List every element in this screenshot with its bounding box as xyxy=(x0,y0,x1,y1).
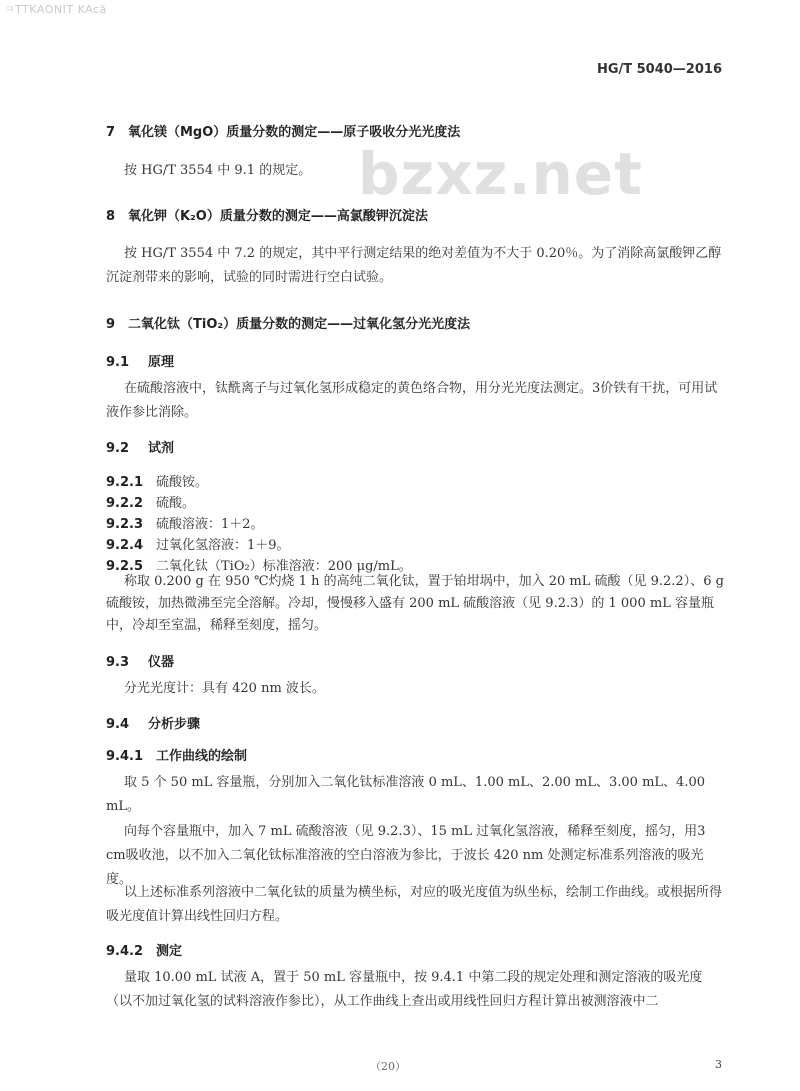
section-number: 9.1 xyxy=(106,355,130,370)
calibration-paragraph-1: 取 5 个 50 mL 容量瓶，分别加入二氧化钛标准溶液 0 mL、1.00 mL、2.00 mL、3.00 mL、4.00 mL。 xyxy=(106,775,705,814)
item-text: 硫酸。 xyxy=(156,496,196,511)
reagent-preparation: 称取 0.200 g 在 950 ℃灼烧 1 h 的高纯二氧化钛，置于铂坩埚中，加入 20 mL 硫酸（见 9.2.2）、6 g 硫酸铵，加热微沸至完全溶解。冷却，慢慢移入盛有 200 mL 硫酸溶液（见 9.2.3）的 1 000 mL 容量瓶中，冷却至室温，稀释至刻度，摇匀。 xyxy=(106,574,724,633)
item-number: 9.2.2 xyxy=(106,496,144,511)
page-number: 3 xyxy=(715,1058,722,1071)
section-title: 测定 xyxy=(156,944,183,959)
section-8-heading xyxy=(106,205,428,224)
section-number: 9.4.2 xyxy=(106,944,144,959)
item-text: 硫酸溶液：1＋2。 xyxy=(156,517,264,532)
item-text: 硫酸铵。 xyxy=(156,475,209,490)
section-number: 8 xyxy=(106,209,116,224)
calibration-paragraph-3: 以上述标准系列溶液中二氧化钛的质量为横坐标，对应的吸光度值为纵坐标，绘制工作曲线。或根据所得吸光度值计算出线性回归方程。 xyxy=(106,885,723,924)
section-title: 试剂 xyxy=(148,441,175,456)
section-8-body: 按 HG/T 3554 中 7.2 的规定，其中平行测定结果的绝对差值为不大于 0.20％。为了消除高氯酸钾乙醇沉淀剂带来的影响，试验的同时需进行空白试验。 xyxy=(106,246,722,285)
section-title: 二氧化钛（TiO₂）质量分数的测定——过氧化氢分光光度法 xyxy=(128,317,471,332)
calibration-paragraph-2: 向每个容量瓶中，加入 7 mL 硫酸溶液（见 9.2.3）、15 mL 过氧化氢溶液，稀释至刻度，摇匀，用3 cm吸收池，以不加入二氧化钛标准溶液的空白溶液为参比，于波长 420 nm 处测定标准系列溶液的吸光度。 xyxy=(106,824,706,887)
section-7-body: 按 HG/T 3554 中 9.1 的规定。 xyxy=(124,163,312,178)
site-watermark: bzxz.net xyxy=(358,140,643,208)
section-9-2-heading xyxy=(106,437,174,456)
section-number: 9.4.1 xyxy=(106,749,144,764)
section-title: 仪器 xyxy=(148,655,175,670)
section-title: 氧化镁（MgO）质量分数的测定——原子吸收分光光度法 xyxy=(128,125,461,140)
reagent-item xyxy=(106,534,726,553)
section-9-3-heading xyxy=(106,651,174,670)
section-number: 9.4 xyxy=(106,717,130,732)
reagent-item xyxy=(106,471,726,490)
footer-page-label: （20） xyxy=(370,1060,406,1073)
section-number: 9 xyxy=(106,317,116,332)
section-title: 氧化钾（K₂O）质量分数的测定——高氯酸钾沉淀法 xyxy=(128,209,428,224)
section-9-4-2-heading xyxy=(106,940,182,959)
item-number: 9.2.1 xyxy=(106,475,144,490)
section-number: 9.3 xyxy=(106,655,130,670)
item-text: 二氧化钛（TiO₂）标准溶液：200 μg/mL。 xyxy=(156,559,412,574)
section-title: 工作曲线的绘制 xyxy=(156,749,248,764)
item-number: 9.2.5 xyxy=(106,559,144,574)
section-number: 9.2 xyxy=(106,441,130,456)
section-9-heading xyxy=(106,313,470,332)
reagent-item xyxy=(106,492,726,511)
section-7-heading xyxy=(106,121,460,140)
item-number: 9.2.4 xyxy=(106,538,144,553)
section-9-4-1-heading xyxy=(106,745,247,764)
item-text: 过氧化氢溶液：1＋9。 xyxy=(156,538,290,553)
item-number: 9.2.3 xyxy=(106,517,144,532)
section-9-1-heading xyxy=(106,351,174,370)
top-watermark: ㅋTTKAONIT KAcă xyxy=(4,3,107,16)
section-number: 7 xyxy=(106,125,116,140)
reagent-item xyxy=(106,513,726,532)
measurement-paragraph: 量取 10.00 mL 试液 A，置于 50 mL 容量瓶中，按 9.4.1 中第二段的规定处理和测定溶液的吸光度（以不加过氧化氢的试料溶液作参比），从工作曲线上查出或用线性回归方程计算出被测溶液中二 xyxy=(106,970,703,1009)
standard-code: HG/T 5040—2016 xyxy=(596,62,722,77)
section-9-4-heading xyxy=(106,713,200,732)
section-9-1-body: 在硫酸溶液中，钛酰离子与过氧化氢形成稳定的黄色络合物，用分光光度法测定。3价铁有干扰，可用试液作参比消除。 xyxy=(106,381,718,420)
section-9-3-body: 分光光度计：具有 420 nm 波长。 xyxy=(124,681,325,696)
section-title: 分析步骤 xyxy=(148,717,201,732)
section-title: 原理 xyxy=(148,355,175,370)
